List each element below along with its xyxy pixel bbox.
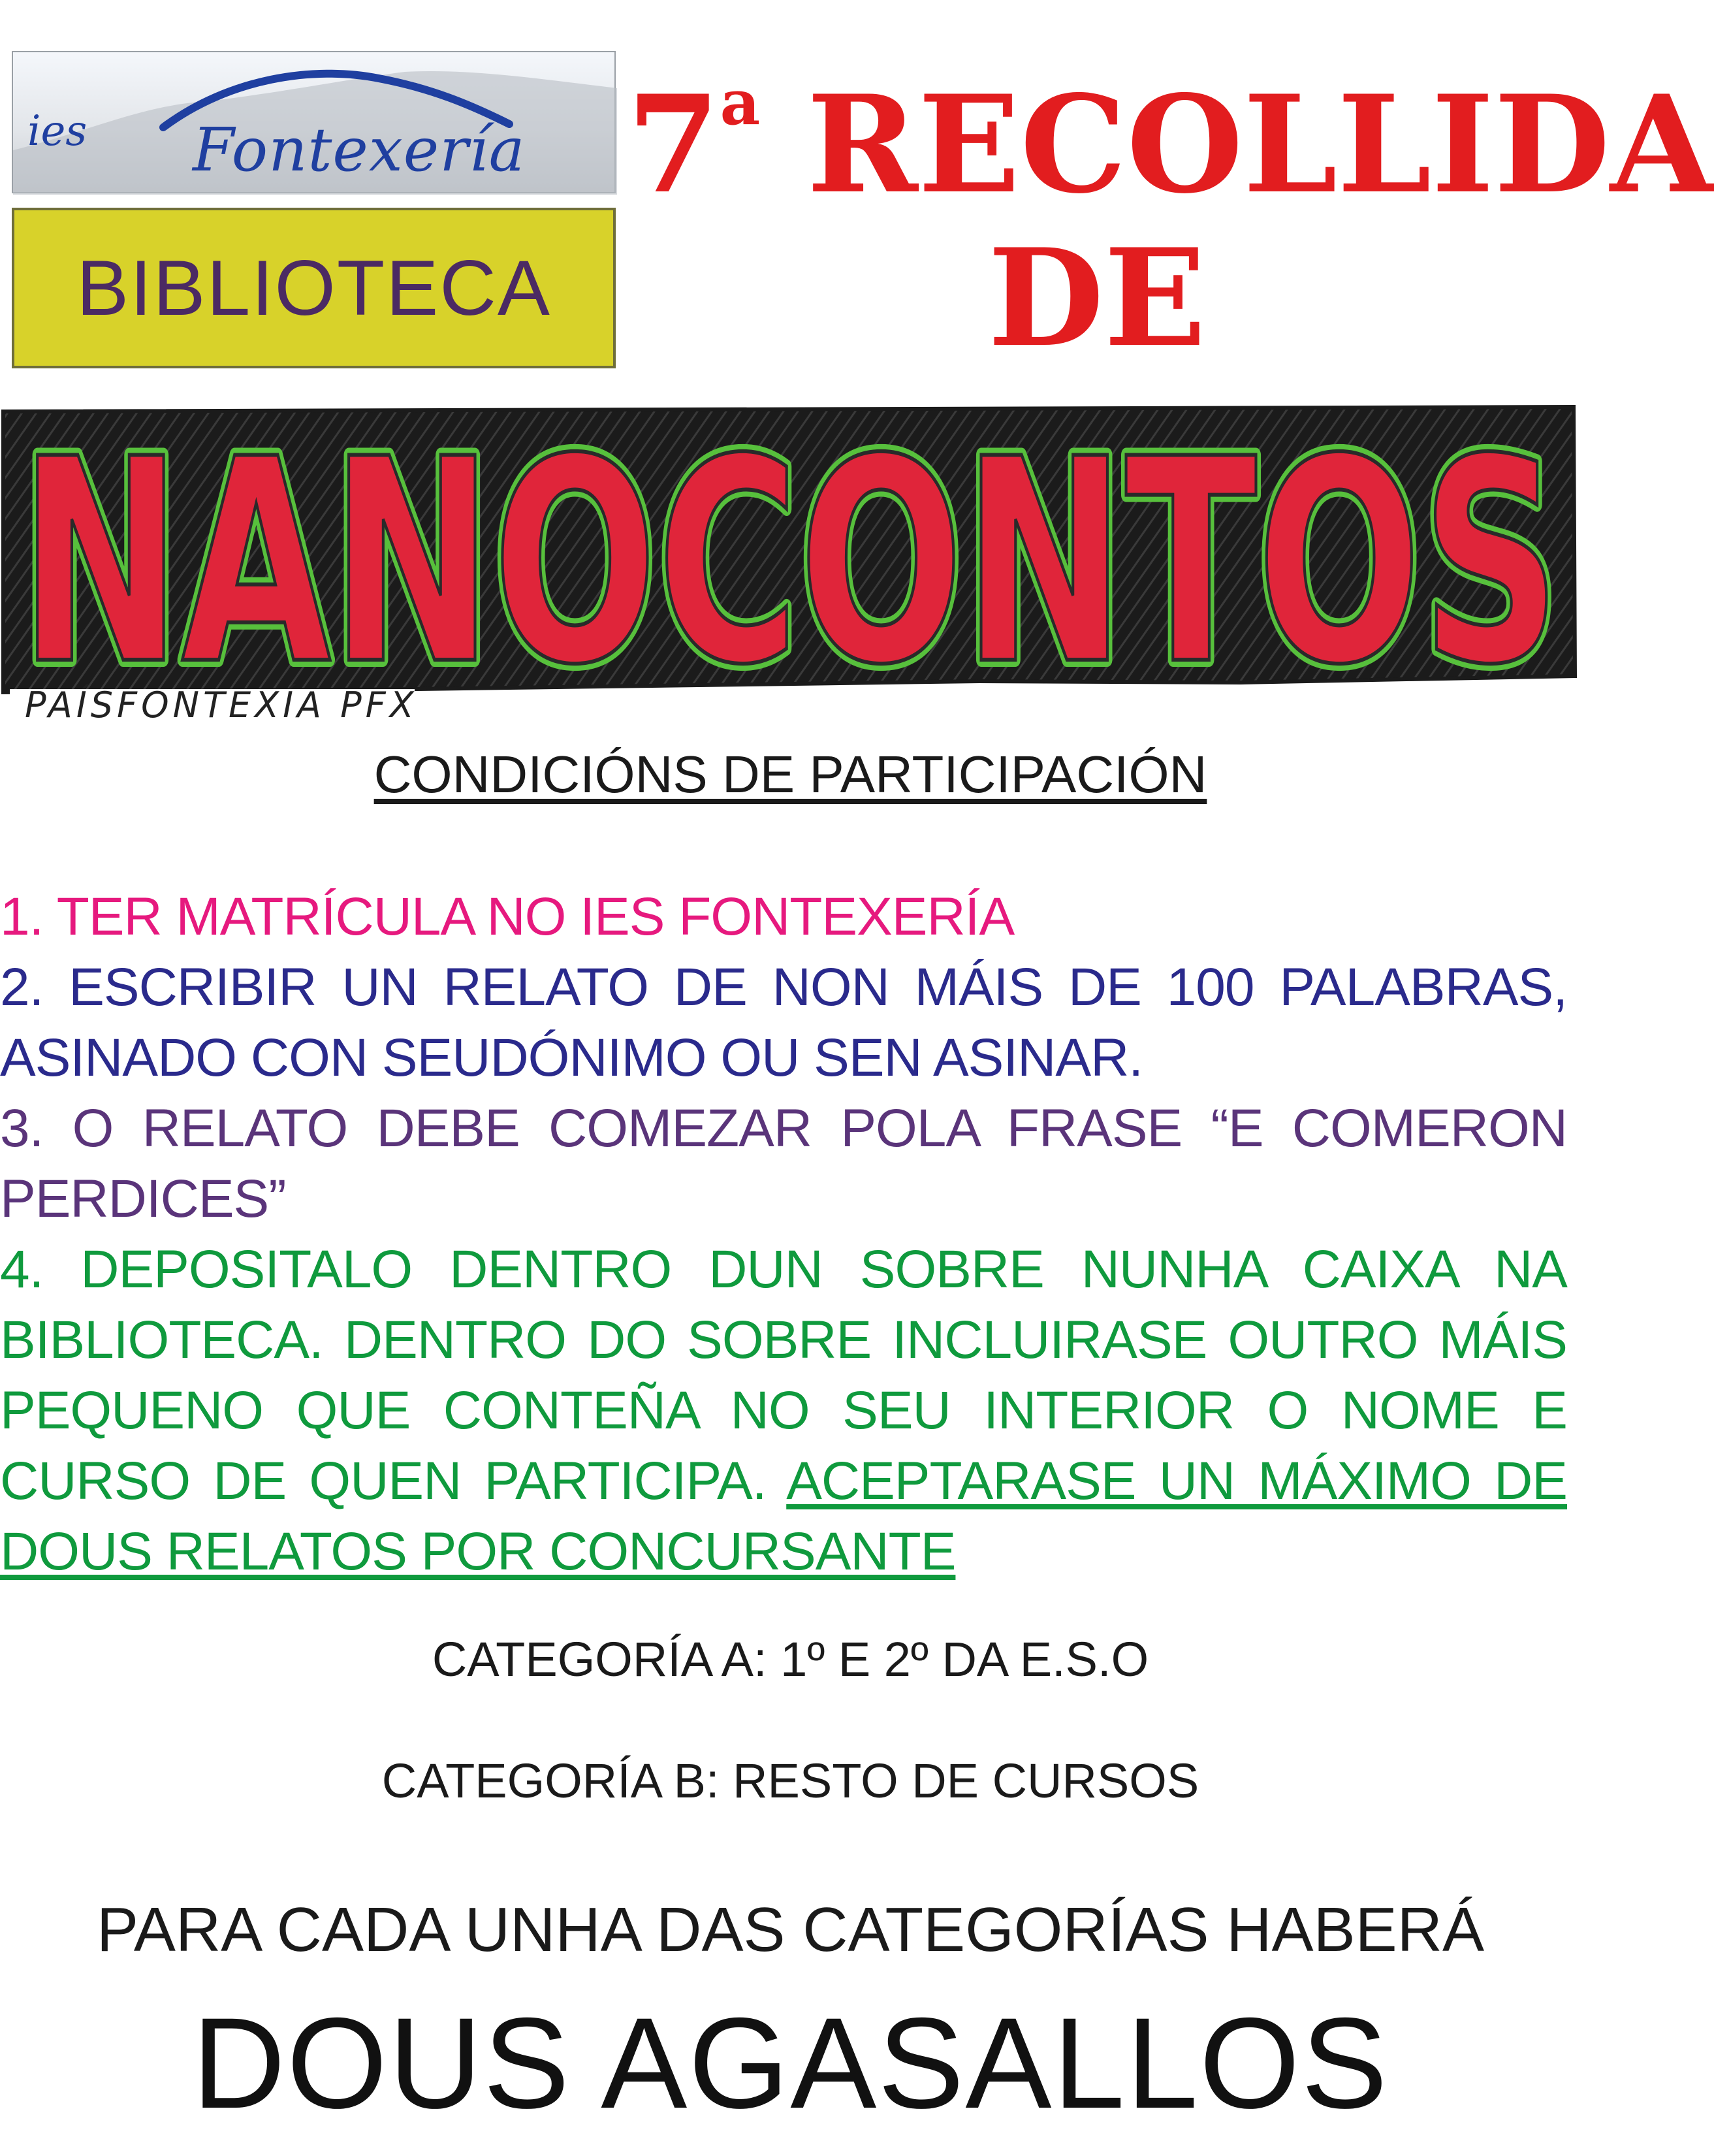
condition-rule-4-underlined: ACEPTARASE UN MÁXIMO DE DOUS RELATOS POR CONCURSANTE: [0, 1451, 1567, 1581]
conditions-heading: CONDICIÓNS DE PARTICIPACIÓN: [373, 745, 1207, 803]
category-a: CATEGORÍA A: 1º E 2º DA E.S.O: [432, 1632, 1149, 1686]
prize-headline: DOUS AGASALLOS: [192, 1991, 1389, 2135]
title-ordinal-number: 7: [627, 67, 720, 223]
nanocontos-outline: NANOCONTOS: [20, 400, 1561, 726]
biblioteca-logo: [12, 208, 616, 368]
nanocontos-word: NANOCONTOS: [20, 400, 1561, 726]
condition-rule-4: [0, 1234, 1567, 1587]
condition-rule-2: 2. ESCRIBIR UN RELATO DE NON MÁIS DE 100 PALABRAS, ASINADO CON SEUDÓNIMO OU SEN ASINAR.: [0, 957, 1567, 1087]
title-recollida: RECOLLIDA: [760, 67, 1714, 223]
title-ordinal-suffix: a: [720, 67, 761, 139]
banner-signature: PAÍSFONTEXÍA PFX: [25, 684, 418, 726]
nanocontos-banner: [0, 402, 1581, 728]
ies-logo-small-text: ies: [27, 107, 87, 155]
condition-rule-3: 3. O RELATO DEBE COMEZAR POLA FRASE “E COMERON PERDICES”: [0, 1099, 1567, 1229]
biblioteca-logo-text: BIBLIOTECA: [76, 244, 551, 332]
condition-rule-1: 1. TER MATRÍCULA NO IES FONTEXERÍA: [0, 887, 1015, 946]
ies-logo-main-text: Fontexería: [193, 115, 526, 185]
prize-line: PARA CADA UNHA DAS CATEGORÍAS HABERÁ: [97, 1895, 1484, 1965]
ies-fontexeria-logo: [12, 51, 616, 193]
category-b: CATEGORÍA B: RESTO DE CURSOS: [381, 1754, 1199, 1808]
condition-rule-4-text: 4. DEPOSITALO DENTRO DUN SOBRE NUNHA CAIXA NA BIBLIOTECA. DENTRO DO SOBRE INCLUIRASE OUTRO MÁIS PEQUENO QUE CONTEÑA NO SEU INTERIOR O NOME E CURSO DE QUEN PARTICIPA.: [0, 1240, 1567, 1511]
title-line-1: [627, 67, 1714, 223]
title-line-2: DE: [987, 220, 1207, 377]
